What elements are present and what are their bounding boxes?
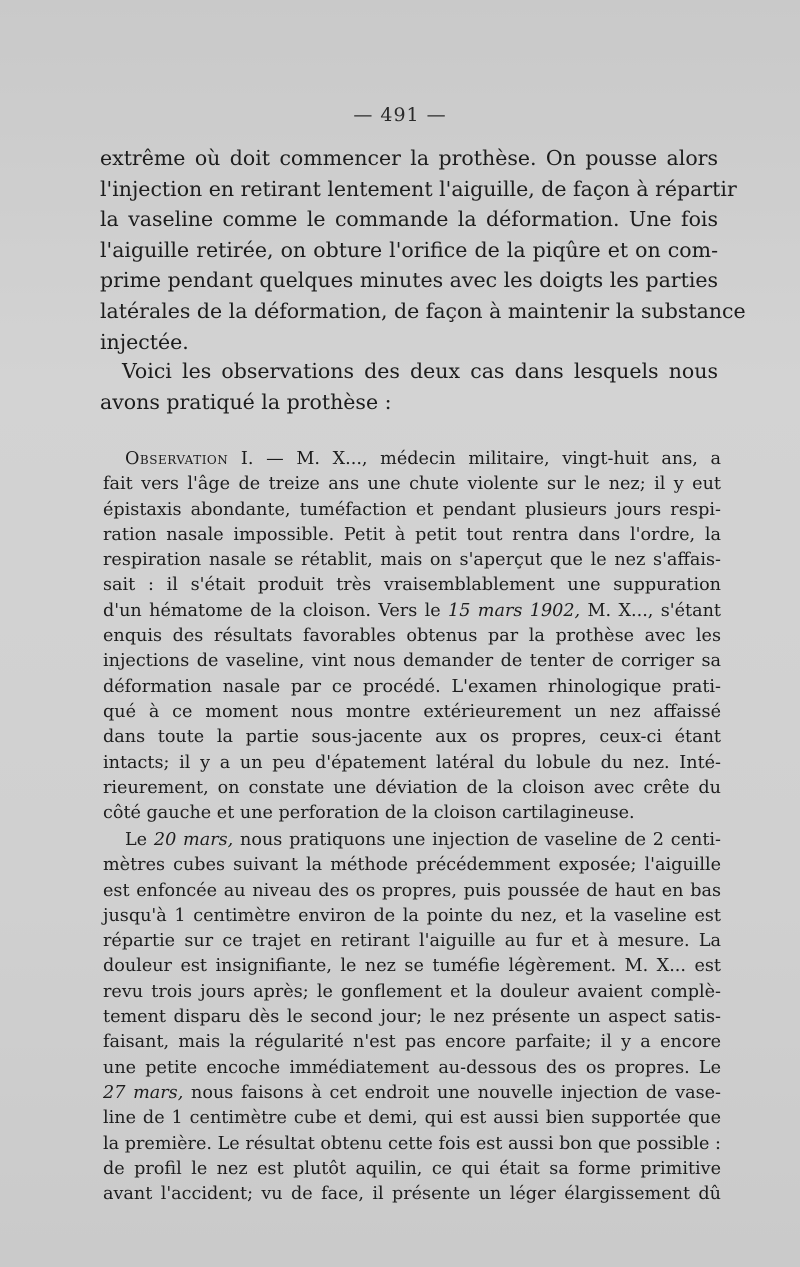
text-line: est enfoncée au niveau des os propres, puis poussée de haut en bas bbox=[103, 880, 721, 901]
text-line: épistaxis abondante, tuméfaction et pendant plusieurs jours respi- bbox=[103, 499, 721, 520]
text-line: déformation nasale par ce procédé. L'examen rhinologique prati- bbox=[103, 676, 721, 697]
date-text: 20 mars, bbox=[153, 830, 234, 850]
text-line: tement disparu dès le second jour; le nez présente un aspect satis- bbox=[103, 1007, 721, 1028]
date-text: 27 mars, bbox=[103, 1082, 184, 1103]
text-line: une petite encoche immédiatement au-dessous des os propres. Le bbox=[103, 1057, 721, 1078]
text-line bbox=[103, 447, 721, 472]
text-run: d'un hématome de la cloison. Vers le bbox=[103, 600, 449, 621]
text-line: côté gauche et une perforation de la cloison cartilagineuse. bbox=[103, 803, 635, 824]
text-line: de profil le nez est plutôt aquilin, ce qui était sa forme primitive bbox=[103, 1158, 721, 1179]
text-line: qué à ce moment nous montre extérieurement un nez affaissé bbox=[103, 701, 721, 722]
text-line: la première. Le résultat obtenu cette fois est aussi bon que possible : bbox=[103, 1133, 721, 1154]
page-number: — 491 — bbox=[353, 104, 447, 126]
text-line: dans toute la partie sous-jacente aux os propres, ceux-ci étant bbox=[103, 727, 721, 748]
text-line: rieurement, on constate une déviation de la cloison avec crête du bbox=[103, 777, 721, 798]
text-run: I. — M. X..., médecin militaire, vingt-huit ans, a bbox=[228, 449, 721, 469]
text-line: extrême où doit commencer la prothèse. On pousse alors bbox=[100, 146, 718, 170]
text-line: enquis des résultats favorables obtenus par la prothèse avec les bbox=[103, 626, 721, 647]
text-run: nous faisons à cet endroit une nouvelle injection de vase- bbox=[183, 1082, 722, 1103]
observation-heading: Observation bbox=[125, 449, 229, 469]
text-line: la vaseline comme le commande la déformation. Une fois bbox=[100, 207, 718, 232]
intro-paragraph bbox=[100, 143, 746, 357]
text-line: jusqu'à 1 centimètre environ de la pointe du nez, et la vaseline est bbox=[103, 905, 721, 926]
text-run: M. X..., s'étant bbox=[580, 600, 721, 621]
text-line: avant l'accident; vu de face, il présente un léger élargissement dû bbox=[103, 1184, 721, 1205]
text-line: sait : il s'était produit très vraisemblablement une suppuration bbox=[103, 575, 721, 596]
text-line: l'aiguille retirée, on obture l'orifice de la piqûre et on com- bbox=[100, 237, 718, 262]
text-line: line de 1 centimètre cube et demi, qui est aussi bien supportée que bbox=[103, 1108, 721, 1129]
observation-1-continuation bbox=[103, 828, 721, 1207]
text-line bbox=[103, 1081, 721, 1106]
text-line: injections de vaseline, vint nous demander de tenter de corriger sa bbox=[103, 651, 721, 672]
text-line: Voici les observations des deux cas dans lesquels nous bbox=[122, 359, 718, 383]
text-run: Le bbox=[125, 830, 154, 850]
text-line: intacts; il y a un peu d'épatement latéral du lobule du nez. Inté- bbox=[103, 752, 721, 773]
text-line: latérales de la déformation, de façon à maintenir la substance bbox=[100, 298, 746, 323]
text-line bbox=[103, 828, 721, 853]
text-line: prime pendant quelques minutes avec les doigts les parties bbox=[100, 268, 719, 293]
text-run: nous pratiquons une injection de vaseline de 2 centi- bbox=[233, 830, 721, 850]
text-line: douleur est insignifiante, le nez se tuméfie légèrement. M. X... est bbox=[103, 956, 721, 977]
text-line: ration nasale impossible. Petit à petit tout rentra dans l'ordre, la bbox=[103, 524, 721, 545]
text-line: mètres cubes suivant la méthode précédemment exposée; l'aiguille bbox=[103, 855, 721, 876]
observations-intro-paragraph bbox=[100, 356, 718, 417]
text-line: avons pratiqué la prothèse : bbox=[100, 389, 392, 414]
text-line: revu trois jours après; le gonflement et la douleur avaient complè- bbox=[103, 981, 721, 1002]
observation-1-paragraph bbox=[103, 447, 721, 826]
text-line: fait vers l'âge de treize ans une chute violente sur le nez; il y eut bbox=[103, 474, 721, 495]
text-line: injectée. bbox=[100, 329, 189, 354]
text-line: respiration nasale se rétablit, mais on s'aperçut que le nez s'affais- bbox=[103, 550, 721, 571]
text-line: faisant, mais la régularité n'est pas encore parfaite; il y a encore bbox=[103, 1032, 721, 1053]
text-line: répartie sur ce trajet en retirant l'aiguille au fur et à mesure. La bbox=[103, 931, 721, 952]
text-line: l'injection en retirant lentement l'aiguille, de façon à répartir bbox=[100, 176, 737, 201]
text-line bbox=[103, 599, 721, 624]
date-text: 15 mars 1902, bbox=[448, 600, 581, 621]
